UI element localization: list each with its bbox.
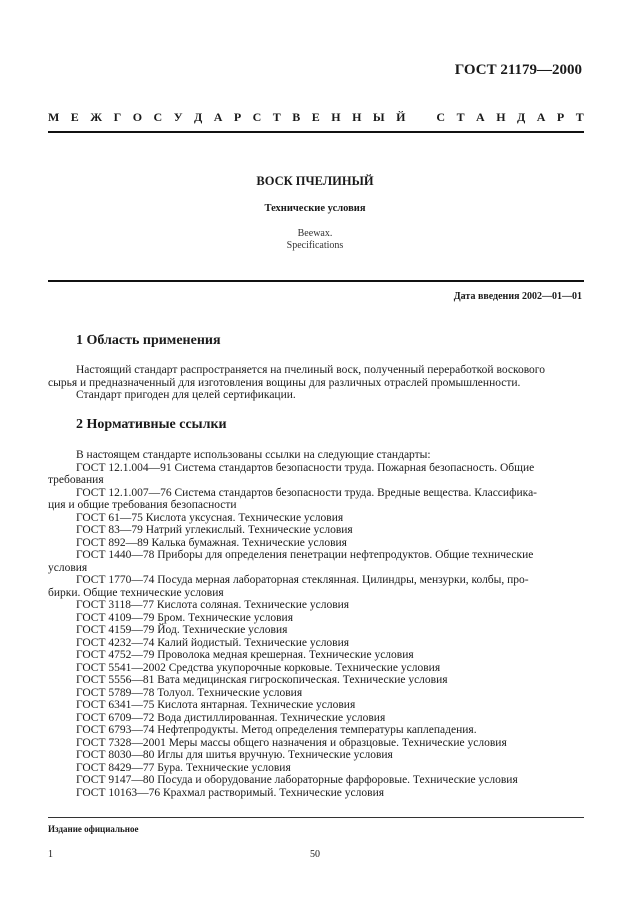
- paragraph-line: Стандарт пригоден для целей сертификации.: [76, 389, 296, 401]
- heading-letter: Й: [396, 110, 406, 124]
- reference-line: ГОСТ 5556—81 Вата медицинская гигроскопическая. Технические условия: [76, 674, 448, 686]
- heading-letter: Е: [311, 110, 320, 124]
- reference-line: ГОСТ 6341—75 Кислота янтарная. Технические условия: [76, 699, 356, 711]
- heading-letter: Ы: [372, 110, 385, 124]
- reference-line: ГОСТ 83—79 Натрий углекислый. Технические условия: [76, 524, 353, 536]
- heading-letter: Р: [556, 110, 565, 124]
- introduction-date: Дата введения 2002—01—01: [453, 291, 582, 302]
- heading-letter: А: [476, 110, 485, 124]
- reference-line: ГОСТ 4752—79 Проволока медная крешерная. Технические условия: [76, 649, 414, 661]
- reference-line: ГОСТ 5541—2002 Средства укупорочные корковые. Технические условия: [76, 661, 441, 674]
- reference-line: ГОСТ 892—89 Калька бумажная. Технические условия: [76, 536, 347, 549]
- heading-letter: В: [292, 110, 301, 124]
- reference-line: ГОСТ 10163—76 Крахмал растворимый. Технические условия: [76, 786, 385, 799]
- reference-line: В настоящем стандарте использованы ссылки на следующие стандарты:: [76, 449, 431, 461]
- section-1-heading: 1 Область применения: [76, 333, 221, 348]
- document-subtitle: Технические условия: [264, 203, 366, 214]
- paragraph-line: сырья и предназначенный для изготовления вощины для различных отраслей промышленности.: [48, 376, 521, 389]
- heading-letter: Т: [272, 110, 281, 124]
- reference-line: ГОСТ 8030—80 Иглы для шитья вручную. Технические условия: [76, 749, 393, 761]
- reference-line: ГОСТ 12.1.007—76 Система стандартов безопасности труда. Вредные вещества. Классифика-: [76, 486, 538, 499]
- heading-letter: Г: [113, 110, 122, 124]
- section-2-heading: 2 Нормативные ссылки: [76, 417, 227, 432]
- heading-letter: О: [132, 110, 143, 124]
- reference-line: условия: [48, 561, 88, 574]
- reference-line: ГОСТ 1440—78 Приборы для определения пенетрации нефтепродуктов. Общие технические: [76, 549, 534, 561]
- reference-line: ГОСТ 7328—2001 Меры массы общего назначения и образцовые. Технические условия: [76, 736, 507, 749]
- heading-letter: С: [153, 110, 163, 124]
- reference-line: ГОСТ 4232—74 Калий йодистый. Технические условия: [76, 636, 350, 649]
- heading-letter: Т: [575, 110, 584, 124]
- heading-letter: [417, 110, 425, 125]
- reference-line: требования: [48, 474, 104, 486]
- heading-letter: Ж: [90, 110, 103, 124]
- reference-line: ГОСТ 6709—72 Вода дистиллированная. Технические условия: [76, 711, 386, 724]
- reference-line: ГОСТ 61—75 Кислота уксусная. Технические условия: [76, 511, 344, 524]
- reference-line: ГОСТ 8429—77 Бура. Технические условия: [76, 761, 291, 774]
- heading-letter: Д: [517, 110, 526, 124]
- normative-references-list: [48, 449, 588, 799]
- title-divider: [48, 280, 584, 282]
- document-title: ВОСК ПЧЕЛИНЫЙ: [256, 174, 374, 188]
- paragraph-line: Настоящий стандарт распространяется на пчелиный воск, полученный переработкой воскового: [76, 364, 545, 376]
- heading-letter: А: [536, 110, 546, 124]
- heading-letter: Р: [233, 110, 242, 124]
- reference-line: ГОСТ 4109—79 Бром. Технические условия: [76, 611, 293, 624]
- heading-letter: С: [436, 110, 446, 124]
- reference-line: ГОСТ 1770—74 Посуда мерная лабораторная стеклянная. Цилиндры, мензурки, колбы, про-: [76, 574, 529, 586]
- sheet-number: 1: [48, 849, 53, 860]
- reference-line: ГОСТ 3118—77 Кислота соляная. Технические условия: [76, 599, 350, 611]
- reference-line: ция и общие требования безопасности: [48, 499, 237, 511]
- footer-divider: [48, 817, 584, 818]
- reference-line: ГОСТ 6793—74 Нефтепродукты. Метод определения температуры каплепадения.: [76, 724, 477, 736]
- reference-line: ГОСТ 5789—78 Толуол. Технические условия: [76, 686, 303, 699]
- reference-line: ГОСТ 12.1.004—91 Система стандартов безопасности труда. Пожарная безопасность. Общие: [76, 461, 535, 474]
- heading-letter: Д: [193, 110, 203, 124]
- heading-letter: М: [48, 110, 60, 124]
- heading-letter: Е: [70, 110, 79, 124]
- page-number: 50: [310, 849, 320, 860]
- english-title-line2: Specifications: [286, 240, 344, 251]
- reference-line: ГОСТ 9147—80 Посуда и оборудование лабораторные фарфоровые. Технические условия: [76, 774, 518, 786]
- gost-code: ГОСТ 21179—2000: [454, 62, 582, 78]
- heading-letter: Т: [456, 110, 465, 124]
- section-1-paragraph: [48, 364, 584, 402]
- heading-letter: А: [213, 110, 223, 124]
- reference-line: ГОСТ 4159—79 Йод. Технические условия: [76, 624, 288, 636]
- heading-letter: Н: [496, 110, 506, 124]
- heading-letter: С: [252, 110, 262, 124]
- english-title-line1: Beewax.: [297, 228, 333, 239]
- heading-letter: Н: [352, 110, 362, 124]
- interstate-standard-heading: [48, 110, 584, 125]
- heading-letter: У: [173, 110, 183, 124]
- header-divider: [48, 131, 584, 133]
- reference-line: бирки. Общие технические условия: [48, 586, 224, 599]
- heading-letter: Н: [331, 110, 341, 124]
- official-edition-note: Издание официальное: [48, 824, 139, 834]
